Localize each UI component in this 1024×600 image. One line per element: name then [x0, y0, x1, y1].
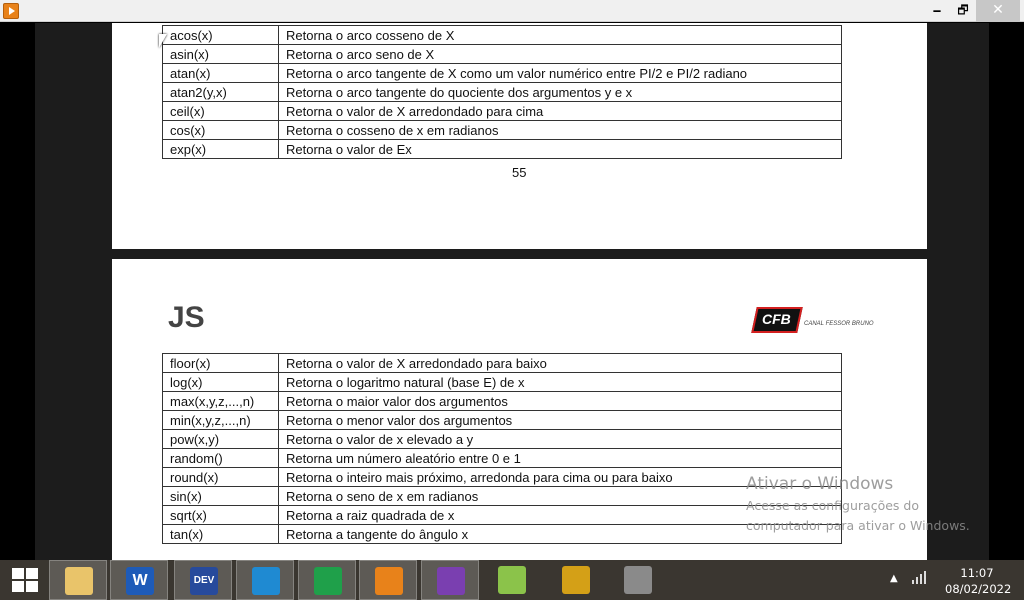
function-row — [163, 26, 842, 45]
watermark-title: Ativar o Windows — [746, 474, 894, 494]
function-name: acos(x) — [163, 26, 279, 45]
function-description: Retorna o arco seno de X — [279, 45, 842, 64]
function-name: ceil(x) — [163, 102, 279, 121]
function-row — [163, 121, 842, 140]
function-row — [163, 392, 842, 411]
function-description: Retorna o arco cosseno de X — [279, 26, 842, 45]
function-row — [163, 487, 842, 506]
taskbar-word-button[interactable] — [110, 560, 168, 600]
math-functions-table-1 — [162, 25, 842, 159]
function-name: sin(x) — [163, 487, 279, 506]
function-name: tan(x) — [163, 525, 279, 544]
page-gap — [112, 249, 927, 259]
taskbar-file-explorer-button[interactable] — [49, 560, 107, 600]
function-description: Retorna o logaritmo natural (base E) de x — [279, 373, 842, 392]
function-row — [163, 83, 842, 102]
function-name: min(x,y,z,...,n) — [163, 411, 279, 430]
function-row — [163, 102, 842, 121]
taskbar-vscode-button[interactable] — [236, 560, 294, 600]
page-heading: JS — [168, 301, 205, 334]
windows-logo-icon — [12, 568, 38, 592]
taskbar-visual-studio-button[interactable] — [421, 560, 479, 600]
media-player-app-icon[interactable] — [3, 3, 19, 19]
function-description: Retorna a tangente do ângulo x — [279, 525, 842, 544]
function-description: Retorna o valor de Ex — [279, 140, 842, 159]
dev-cpp-icon: DEV — [190, 567, 218, 595]
function-description: Retorna o seno de x em radianos — [279, 487, 842, 506]
function-row — [163, 140, 842, 159]
taskbar-media-player-button[interactable] — [359, 560, 417, 600]
window-titlebar — [0, 0, 1024, 22]
function-row — [163, 525, 842, 544]
math-functions-table-2 — [162, 353, 842, 544]
taskbar — [0, 560, 1024, 600]
chrome-like-icon — [314, 567, 342, 595]
function-row — [163, 64, 842, 83]
mouse-cursor-icon — [159, 34, 167, 48]
function-name: atan2(y,x) — [163, 83, 279, 102]
function-name: pow(x,y) — [163, 430, 279, 449]
notepad-plus-plus-icon — [498, 566, 526, 594]
taskbar-chrome-like-button[interactable] — [298, 560, 356, 600]
function-name: atan(x) — [163, 64, 279, 83]
function-row — [163, 354, 842, 373]
function-row — [163, 506, 842, 525]
function-name: round(x) — [163, 468, 279, 487]
function-name: cos(x) — [163, 121, 279, 140]
media-player-icon — [375, 567, 403, 595]
function-description: Retorna o maior valor dos argumentos — [279, 392, 842, 411]
function-description: Retorna o cosseno de x em radianos — [279, 121, 842, 140]
show-hidden-icons-button[interactable]: ▲ — [890, 573, 898, 584]
viewer-left-margin — [35, 23, 112, 560]
function-row — [163, 373, 842, 392]
function-name: floor(x) — [163, 354, 279, 373]
system-clock[interactable] — [945, 565, 1012, 597]
function-name: log(x) — [163, 373, 279, 392]
logo-subtitle: CANAL FESSOR BRUNO — [804, 321, 874, 327]
function-description: Retorna o valor de X arredondado para cima — [279, 102, 842, 121]
function-row — [163, 430, 842, 449]
function-description: Retorna o arco tangente de X como um valor numérico entre PI/2 e PI/2 radiano — [279, 64, 842, 83]
page-number: 55 — [512, 165, 527, 180]
function-name: random() — [163, 449, 279, 468]
function-row — [163, 411, 842, 430]
watermark-line-1: Acesse as configurações do — [746, 498, 919, 513]
file-explorer-icon — [65, 567, 93, 595]
taskbar-notepad-plus-plus-button[interactable] — [483, 560, 541, 600]
logo-text: CFB — [762, 311, 791, 327]
close-button[interactable]: ✕ — [976, 0, 1020, 22]
restore-button[interactable]: 🗗 — [957, 3, 969, 17]
function-description: Retorna o inteiro mais próximo, arredonda para cima ou para baixo — [279, 468, 842, 487]
document-page-55 — [112, 23, 927, 249]
function-row — [163, 468, 842, 487]
activation-watermark — [746, 474, 970, 536]
cfb-logo — [754, 307, 874, 335]
function-row — [163, 449, 842, 468]
database-icon — [624, 566, 652, 594]
function-name: exp(x) — [163, 140, 279, 159]
clock-date: 08/02/2022 — [945, 582, 1012, 596]
function-name: asin(x) — [163, 45, 279, 64]
visual-studio-icon — [437, 567, 465, 595]
minimize-button[interactable]: 🗕 — [932, 3, 942, 17]
function-description: Retorna o menor valor dos argumentos — [279, 411, 842, 430]
taskbar-genie-lamp-button[interactable] — [547, 560, 605, 600]
function-name: sqrt(x) — [163, 506, 279, 525]
function-row — [163, 45, 842, 64]
function-name: max(x,y,z,...,n) — [163, 392, 279, 411]
vscode-icon — [252, 567, 280, 595]
function-description: Retorna o valor de x elevado a y — [279, 430, 842, 449]
watermark-line-2: computador para ativar o Windows. — [746, 518, 970, 533]
genie-lamp-icon — [562, 566, 590, 594]
function-description: Retorna o valor de X arredondado para baixo — [279, 354, 842, 373]
taskbar-database-button[interactable] — [609, 560, 667, 600]
word-icon: W — [126, 567, 154, 595]
taskbar-dev-cpp-button[interactable] — [174, 560, 232, 600]
function-description: Retorna o arco tangente do quociente dos argumentos y e x — [279, 83, 842, 102]
clock-time: 11:07 — [960, 566, 994, 580]
network-icon[interactable] — [912, 570, 930, 584]
function-description: Retorna um número aleatório entre 0 e 1 — [279, 449, 842, 468]
function-description: Retorna a raiz quadrada de x — [279, 506, 842, 525]
